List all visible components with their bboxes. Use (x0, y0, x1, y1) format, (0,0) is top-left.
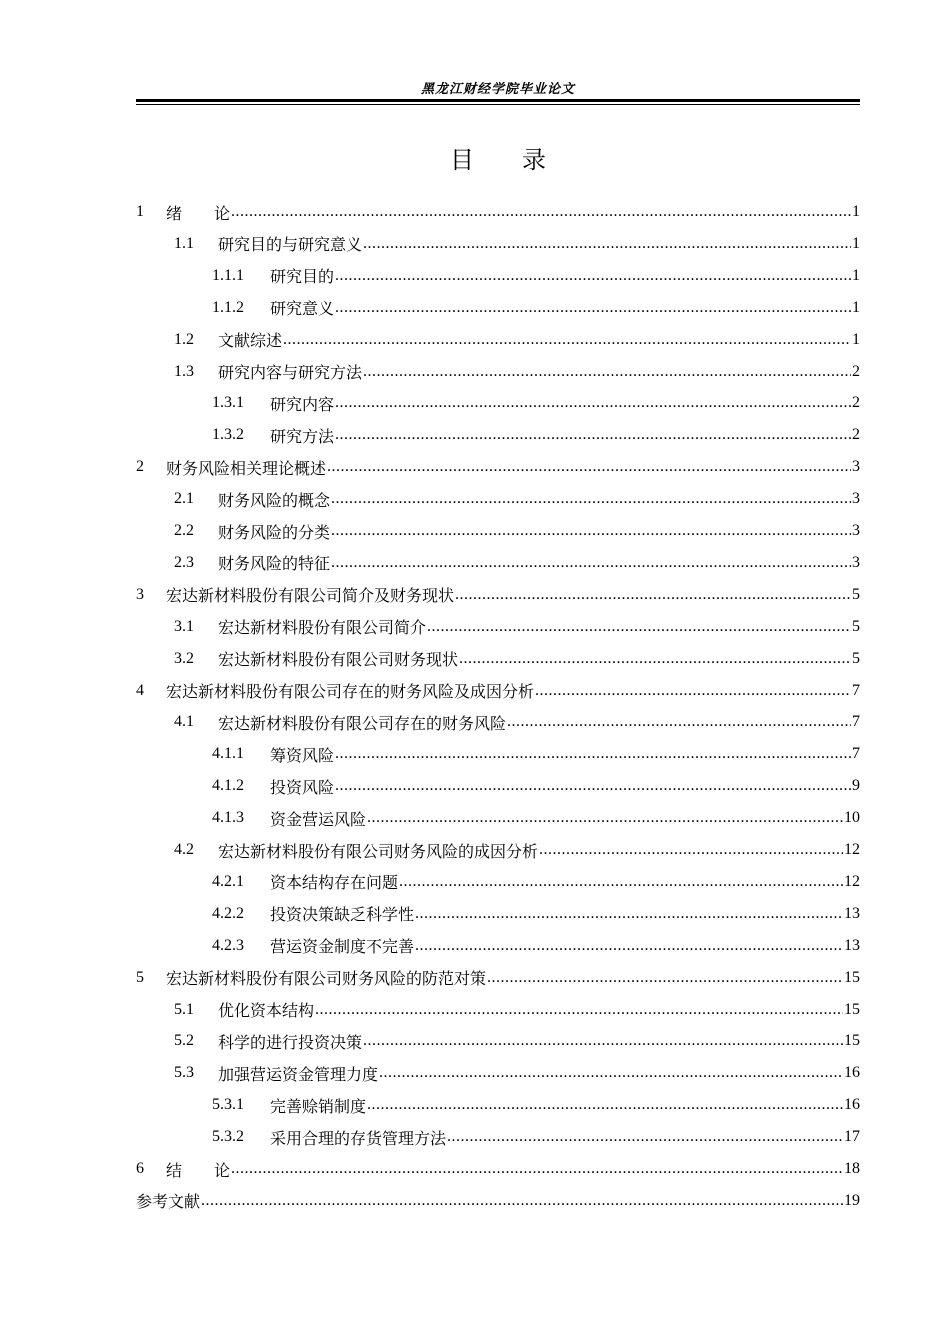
toc-entry-page: 12 (844, 841, 860, 858)
toc-entry-page: 2 (852, 426, 860, 444)
toc-entry[interactable] (136, 930, 860, 962)
toc-entry-page: 1 (852, 266, 860, 284)
toc-entry-number: 2 (136, 458, 144, 476)
toc-entry-number: 5 (136, 968, 144, 986)
toc-dot-leader (335, 298, 851, 318)
toc-entry-number: 3.2 (174, 649, 194, 667)
toc-entry-label: 资金营运风险 (270, 811, 367, 829)
toc-entry-number: 4.2.1 (212, 872, 244, 890)
page-title (136, 140, 860, 175)
toc-entry-number: 4.2 (174, 841, 194, 858)
toc-entry-label: 研究目的与研究意义 (218, 237, 363, 255)
toc-entry-number: 6 (136, 1160, 144, 1177)
toc-dot-leader (487, 968, 843, 988)
toc-entry-page: 9 (852, 777, 860, 795)
toc-entry[interactable] (136, 356, 860, 388)
toc-dot-leader (201, 1191, 843, 1211)
toc-entry-number: 5.1 (174, 1000, 194, 1018)
toc-entry-page: 10 (844, 809, 860, 827)
toc-dot-leader (335, 393, 851, 413)
toc-entry-number: 1 (136, 203, 144, 220)
toc-entry-number: 5.3 (174, 1064, 194, 1082)
toc-dot-leader (331, 521, 851, 541)
toc-entry[interactable] (136, 1089, 860, 1121)
toc-dot-leader (335, 425, 851, 445)
toc-entry-number: 3 (136, 585, 144, 603)
toc-entry-label: 宏达新材料股份有限公司财务风险的成因分析 (218, 843, 539, 861)
title-char-1: 目 (450, 146, 474, 174)
toc-dot-leader (447, 1127, 843, 1147)
toc-dot-leader (427, 617, 851, 637)
toc-entry[interactable] (136, 292, 860, 324)
toc-entry-page: 1 (852, 330, 860, 348)
toc-entry-label: 加强营运资金管理力度 (218, 1066, 379, 1084)
toc-dot-leader (399, 872, 843, 892)
toc-entry[interactable] (136, 643, 860, 675)
toc-entry-page: 15 (844, 1032, 860, 1050)
toc-dot-leader (539, 840, 843, 860)
toc-dot-leader (335, 266, 851, 286)
toc-entry-page: 7 (852, 745, 860, 763)
toc-entry-label: 参考文献 (136, 1194, 201, 1212)
toc-entry-page: 7 (852, 713, 860, 731)
toc-entry-page: 15 (844, 1000, 860, 1018)
toc-entry-page: 15 (844, 968, 860, 986)
toc-entry[interactable] (136, 1185, 860, 1217)
toc-dot-leader (231, 202, 851, 222)
toc-entry-label: 研究意义 (270, 301, 335, 319)
toc-dot-leader (459, 649, 851, 669)
toc-entry-page: 3 (852, 553, 860, 571)
toc-dot-leader (283, 330, 851, 350)
toc-entry-label: 宏达新材料股份有限公司存在的财务风险 (218, 715, 507, 733)
toc-entry[interactable] (136, 962, 860, 994)
toc-entry-page: 3 (852, 522, 860, 539)
toc-entry-page: 19 (844, 1191, 860, 1209)
toc-entry-label: 研究方法 (270, 428, 335, 446)
toc-entry-label: 研究内容 (270, 396, 335, 414)
toc-entry[interactable] (136, 579, 860, 611)
toc-entry-number: 4.1 (174, 713, 194, 731)
toc-dot-leader (415, 936, 843, 956)
toc-entry-number: 1.1 (174, 234, 194, 252)
toc-entry-label: 营运资金制度不完善 (270, 939, 415, 957)
toc-entry-label: 文献综述 (218, 333, 283, 351)
toc-entry-label: 结 论 (166, 1162, 231, 1180)
toc-entry[interactable] (136, 994, 860, 1026)
toc-entry-number: 4.1.2 (212, 777, 244, 795)
toc-dot-leader (455, 585, 851, 605)
toc-entry-page: 3 (852, 458, 860, 476)
toc-entry[interactable] (136, 1153, 860, 1185)
toc-entry-number: 3.1 (174, 617, 194, 635)
toc-entry-page: 7 (852, 681, 860, 699)
toc-entry[interactable] (136, 1025, 860, 1057)
toc-entry[interactable] (136, 802, 860, 834)
toc-entry-number: 4.2.3 (212, 936, 244, 954)
header-rule-thin (136, 104, 860, 105)
toc-entry-label: 采用合理的存货管理方法 (270, 1130, 447, 1148)
toc-entry-label: 投资风险 (270, 779, 335, 797)
toc-entry[interactable] (136, 675, 860, 707)
toc-entry-page: 13 (844, 904, 860, 922)
toc-entry-number: 4.2.2 (212, 904, 244, 922)
toc-entry-label: 研究内容与研究方法 (218, 365, 363, 382)
toc-entry-number: 2.2 (174, 522, 194, 539)
toc-entry-number: 5.2 (174, 1032, 194, 1050)
toc-entry-page: 3 (852, 490, 860, 508)
toc-entry[interactable] (136, 611, 860, 643)
toc-dot-leader (363, 362, 851, 382)
toc-entry-page: 13 (844, 936, 860, 954)
toc-dot-leader (415, 904, 843, 924)
toc-entry-number: 1.1.1 (212, 266, 244, 284)
toc-entry[interactable] (136, 228, 860, 260)
toc-dot-leader (363, 234, 851, 254)
toc-entry-page: 12 (844, 872, 860, 890)
toc-entry-label: 宏达新材料股份有限公司简介及财务现状 (166, 588, 455, 606)
toc-dot-leader (315, 1000, 843, 1020)
toc-entry-label: 财务风险的分类 (218, 524, 331, 542)
toc-entry[interactable] (136, 547, 860, 579)
toc-entry-label: 财务风险相关理论概述 (166, 460, 327, 478)
toc-entry[interactable] (136, 196, 860, 228)
toc-entry-label: 筹资风险 (270, 747, 335, 765)
toc-entry-number: 1.2 (174, 330, 194, 348)
toc-entry-label: 完善赊销制度 (270, 1098, 367, 1116)
title-char-2: 录 (522, 146, 546, 174)
toc-entry-page: 17 (844, 1128, 860, 1146)
toc-entry[interactable] (136, 738, 860, 770)
toc-entry-page: 5 (852, 617, 860, 635)
toc-entry[interactable] (136, 483, 860, 515)
toc-dot-leader (231, 1159, 843, 1179)
toc-entry[interactable] (136, 451, 860, 483)
toc-entry-page: 16 (844, 1064, 860, 1082)
toc-entry-number: 2.1 (174, 490, 194, 508)
toc-entry-label: 科学的进行投资决策 (218, 1034, 363, 1052)
toc-entry-label: 宏达新材料股份有限公司简介 (218, 620, 427, 638)
toc-entry[interactable] (136, 1121, 860, 1153)
toc-dot-leader (367, 1095, 843, 1115)
toc-entry-number: 5.3.1 (212, 1096, 244, 1114)
toc-entry-number: 4.1.1 (212, 745, 244, 763)
toc-dot-leader (507, 712, 851, 732)
toc-dot-leader (363, 1031, 843, 1051)
toc-entry-number: 4 (136, 681, 144, 699)
toc-entry-number: 1.3 (174, 362, 194, 380)
toc-entry-label: 投资决策缺乏科学性 (270, 907, 415, 925)
toc-entry-label: 资本结构存在问题 (270, 875, 399, 893)
toc-dot-leader (331, 489, 851, 509)
toc-entry-label: 研究目的 (270, 269, 335, 287)
toc-entry-number: 2.3 (174, 553, 194, 571)
toc-entry-page: 2 (852, 394, 860, 412)
toc-entry-number: 1.3.1 (212, 394, 244, 412)
toc-entry-number: 4.1.3 (212, 809, 244, 827)
toc-dot-leader (335, 776, 851, 796)
toc-entry-page: 5 (852, 585, 860, 603)
toc-entry-label: 宏达新材料股份有限公司财务现状 (218, 652, 459, 670)
toc-entry[interactable] (136, 866, 860, 898)
toc-entry[interactable] (136, 834, 860, 866)
toc-entry-page: 1 (852, 203, 860, 220)
toc-entry-page: 18 (844, 1160, 860, 1177)
toc-entry[interactable] (136, 770, 860, 802)
toc-entry[interactable] (136, 706, 860, 738)
toc-entry[interactable] (136, 324, 860, 356)
toc-entry-label: 宏达新材料股份有限公司财务风险的防范对策 (166, 971, 487, 989)
toc-dot-leader (379, 1063, 843, 1083)
running-header: 黑龙江财经学院毕业论文 (420, 82, 575, 97)
toc-entry-label: 绪 论 (166, 205, 231, 223)
toc-entry-page: 1 (852, 298, 860, 316)
toc-entry-page: 2 (852, 362, 860, 380)
toc-entry[interactable] (136, 260, 860, 292)
toc-entry-number: 1.1.2 (212, 298, 244, 316)
toc-dot-leader (327, 457, 851, 477)
toc-entry-page: 1 (852, 234, 860, 252)
toc-entry-number: 1.3.2 (212, 426, 244, 444)
toc-entry[interactable] (136, 419, 860, 451)
toc-dot-leader (331, 553, 851, 573)
toc-entry-number: 5.3.2 (212, 1128, 244, 1146)
toc-entry-label: 优化资本结构 (218, 1003, 315, 1020)
toc-entry-page: 5 (852, 649, 860, 667)
toc-entry[interactable] (136, 1057, 860, 1089)
toc-entry-label: 财务风险的概念 (218, 492, 331, 510)
toc-dot-leader (335, 744, 851, 764)
toc-entry-page: 16 (844, 1096, 860, 1114)
toc-entry[interactable] (136, 387, 860, 419)
toc-entry-label: 财务风险的特征 (218, 556, 331, 574)
toc-entry[interactable] (136, 515, 860, 547)
toc-dot-leader (367, 808, 843, 828)
toc-dot-leader (535, 681, 851, 701)
toc-entry-label: 宏达新材料股份有限公司存在的财务风险及成因分析 (166, 684, 535, 701)
toc-entry[interactable] (136, 898, 860, 930)
header-rule-thick (136, 99, 860, 102)
